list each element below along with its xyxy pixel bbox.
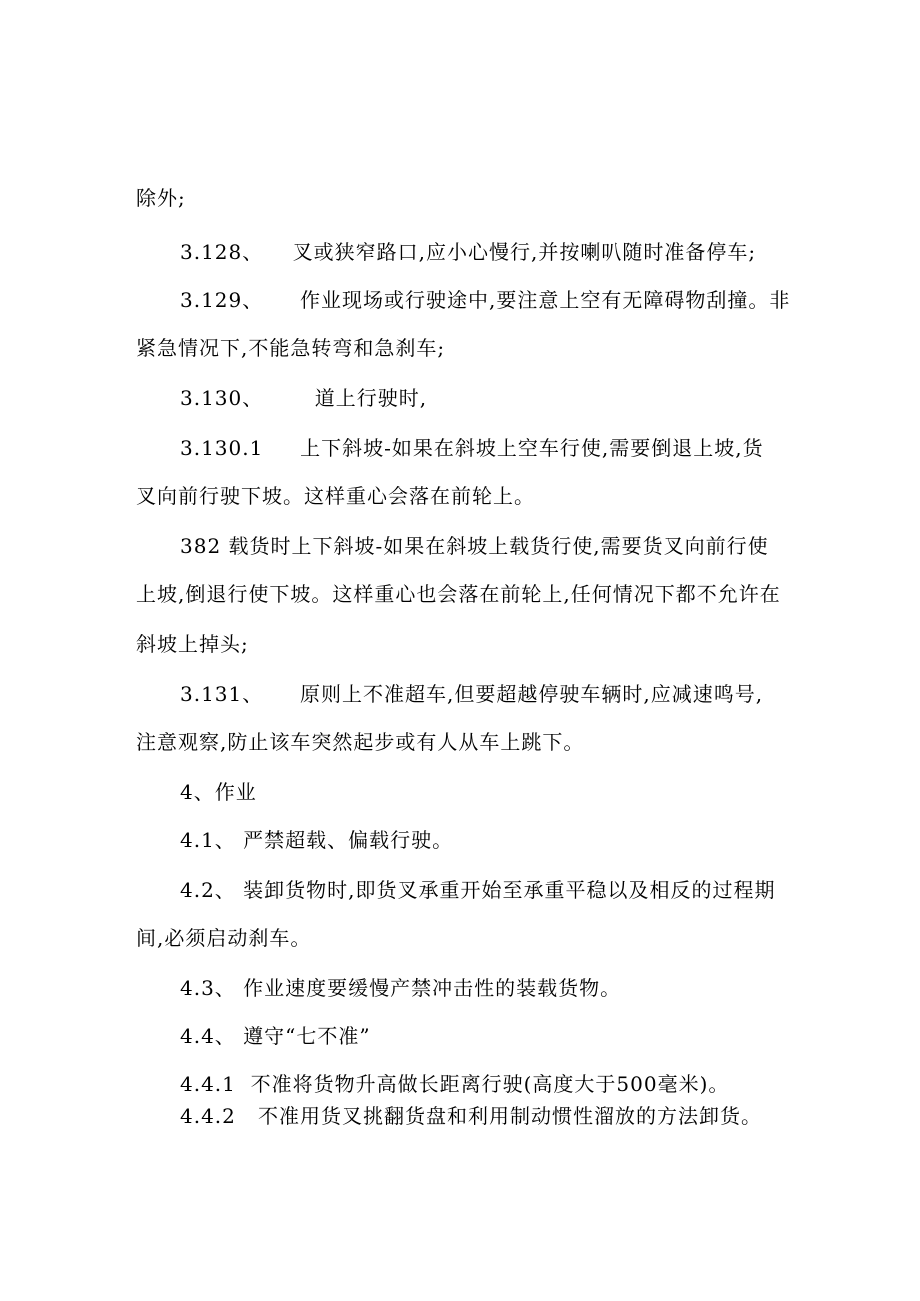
section-heading: 4、作业 [180,780,257,804]
text-line: 3.130、 道上行驶时, [180,386,428,410]
text-line: 4.4、 遵守“七不准” [180,1024,371,1048]
text-line: 除外; [136,186,186,210]
text-line: 4.3、 作业速度要缓慢产禁冲击性的装载货物。 [180,976,622,1000]
text-line: 4.4.1 不准将货物升高做长距离行驶(高度大于500毫米)。 [180,1072,730,1096]
text-line: 4.1、 严禁超载、偏载行驶。 [180,828,454,852]
text-line: 3.128、 叉或狭窄路口,应小心慢行,并按喇叭随时准备停车; [180,240,757,264]
text-line: 3.130.1 上下斜坡-如果在斜坡上空车行使,需要倒退上坡,货 [180,436,764,460]
text-line: 斜坡上掉头; [136,632,249,656]
text-line: 382 载货时上下斜坡-如果在斜坡上载货行使,需要货叉向前行使 [180,534,769,558]
text-line: 间,必须启动刹车。 [136,926,312,950]
text-line: 叉向前行驶下坡。这样重心会落在前轮上。 [136,484,535,508]
text-line: 注意观察,防止该车突然起步或有人从车上跳下。 [136,730,585,754]
text-line: 3.131、 原则上不准超车,但要超越停驶车辆时,应减速鸣号, [180,682,764,706]
text-line: 4.4.2 不准用货叉挑翻货盘和利用制动惯性溜放的方法卸货。 [180,1104,762,1128]
text-line: 3.129、 作业现场或行驶途中,要注意上空有无障碍物刮撞。非 [180,288,791,312]
text-line: 4.2、 装卸货物时,即货叉承重开始至承重平稳以及相反的过程期 [180,878,776,902]
text-line: 紧急情况下,不能急转弯和急刹车; [136,336,446,360]
text-line: 上坡,倒退行使下坡。这样重心也会落在前轮上,任何情况下都不允许在 [136,582,781,606]
